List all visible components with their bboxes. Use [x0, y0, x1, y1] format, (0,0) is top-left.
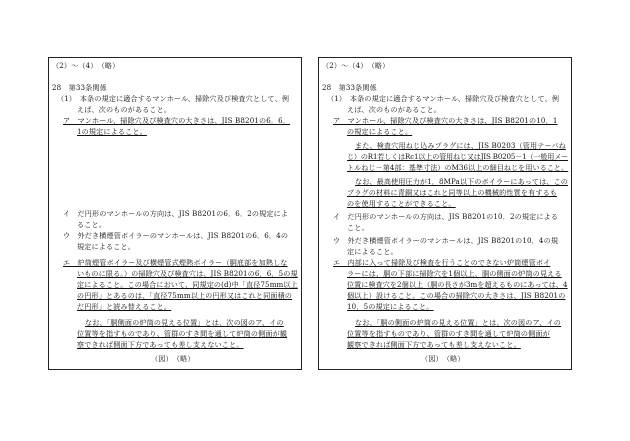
item-e-line5: だ円形」と読み替えること。 [77, 302, 172, 311]
item-e-line3: 位置に検査穴を2個以上（胴の長さが3mを超えるものにあっては、4 [347, 280, 568, 289]
item1-cont: えば、次のものがあること。 [77, 105, 172, 114]
note-line3: 観察できれば側面下方であっても差し支えないこと。 [347, 340, 521, 349]
item-u-line1: ウ 外だき横煙管ボイラーのマンホールは、JIS B8201の6．6．4の [63, 231, 289, 240]
item-e-line4: の円形」とあるのは、「直径75mm以上の円形又はこれと同面積の [77, 291, 293, 300]
item-e-line2: ラーには、胴の下部に掃除穴を1個以上、胴の側面の炉筒の見える [347, 269, 562, 278]
item-i-line1: イ だ円形のマンホールの方向は、JIS B8201の10．2の規定による [333, 212, 559, 221]
old-text-column [48, 57, 302, 370]
item-a-note-line2: プラグの材料に青銅又はこれと同等以上の機械的性質を有するも [347, 188, 558, 197]
item-a-line2: 1の規定によること。 [77, 127, 147, 136]
note-line3: 察できれば側面下方であっても差し支えないこと。 [77, 340, 244, 349]
item-a-also-line2: じ）のR1若しくはRc1以上の管用ねじ又はJIS B0205－1（一般用メー [347, 152, 569, 161]
item-u-line1: ウ 外だき横煙管ボイラーのマンホールは、JIS B8201の10．4の規 [333, 236, 559, 245]
item-u-line2: 定によること。 [347, 247, 398, 256]
header-line: （2）～（4） （略） [322, 61, 390, 70]
item-a-line1: ア マンホール、掃除穴及び検査穴の大きさは、JIS B8201の10．1 [333, 116, 558, 125]
item1-cont: えば、次のものがあること。 [347, 105, 442, 114]
item-e-line1: エ 内部に入って掃除及び検査を行うことのできない炉筒煙管ボイ [333, 258, 551, 267]
item-i-line2: ること。 [77, 220, 106, 229]
item-e-line1: エ 炉筒煙管ボイラー及び横煙管式煙熱ボイラー（胴底部を加熱しな [63, 258, 288, 267]
note-line2: 位置等を指すものであり、管群のすき間を通して炉筒の側面が [347, 329, 550, 338]
item-i-line2: こと。 [347, 223, 369, 232]
item-e-line4: 個以上）設けること。この場合の掃除穴の大きさは、JIS B8201の [347, 291, 566, 300]
item-i-line1: イ だ円形のマンホールの方向は、JIS B8201の6．6．2の規定によ [63, 209, 289, 218]
item1-line: （1） 本条の規定に適合するマンホール、掃除穴及び検査穴として、例 [57, 94, 290, 103]
item-a-line2: の規定によること。 [347, 127, 413, 136]
item-e-line2: いものに限る。）の掃除穴及び検査穴は、JIS B8201の6．6．5の規 [77, 269, 298, 278]
item-e-line3: 定によること。この場合において、同規定の(d)中「直径75mm以上 [77, 280, 298, 289]
note-line1: なお、「胴側面の炉筒の見える位置」とは、次の図のア、イの [85, 318, 284, 327]
note-line1: なお、「胴の側面の炉筒の見える位置」とは、次の図のア、イの [355, 318, 561, 327]
figure-note: （図） （略） [421, 354, 465, 363]
item1-line: （1） 本条の規定に適合するマンホール、掃除穴及び検査穴として、例 [327, 94, 560, 103]
item-a-also-line3: トルねじ－第4部：基準寸法）のM36以上の細目ねじを用いること。 [347, 163, 569, 172]
article-heading: 28 第33条関係 [322, 83, 377, 92]
item-a-note-line1: なお、最高使用圧力が1．8MPa以下のボイラーにあっては、この [355, 177, 568, 186]
item-a-also-line1: また、検査穴用ねじ込みプラグには、JIS B0203（管用テーパね [355, 141, 566, 150]
item-a-line1: ア マンホール、掃除穴及び検査穴の大きさは、JIS B8201の6．6． [63, 116, 291, 125]
header-line: （2）～（4） （略） [52, 61, 120, 70]
figure-note: （図） （略） [151, 354, 195, 363]
item-a-note-line3: のを使用することができること。 [347, 199, 456, 208]
article-heading: 28 第33条関係 [52, 83, 107, 92]
item-e-line5: 10．5の規定によること。 [347, 302, 434, 311]
item-u-line2: 規定によること。 [77, 242, 135, 251]
note-line2: 位置等を指すものであり、管群のすき間を通して炉筒の側面が観 [77, 329, 288, 338]
new-text-column [318, 57, 572, 370]
